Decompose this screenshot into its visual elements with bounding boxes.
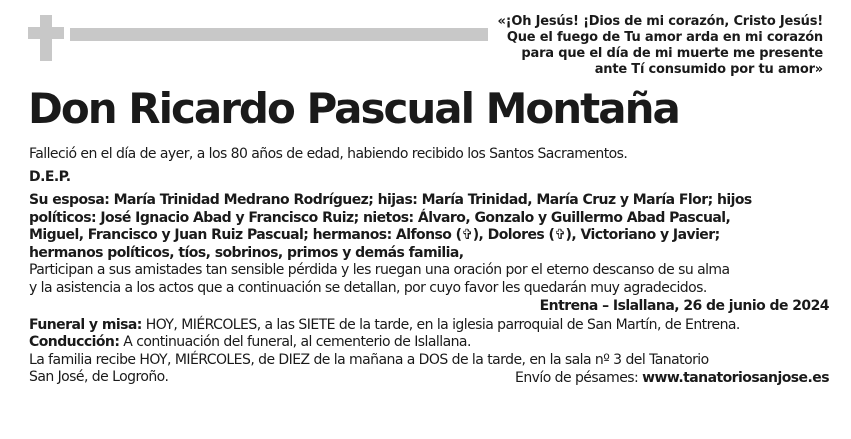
prayer-quote-line: «¡Oh Jesús! ¡Dios de mi corazón, Cristo Jesús! [497, 14, 823, 29]
notice-body [29, 146, 829, 387]
prayer-quote-line: Que el fuego de Tu amor arda en mi corazón [506, 30, 823, 45]
conduccion-label: Conducción: [29, 334, 120, 350]
place-date: Entrena – Islallana, 26 de junio de 2024 [539, 298, 829, 314]
dep-label: D.E.P. [29, 168, 71, 185]
family-list [29, 192, 829, 262]
family-list-line: Su esposa: María Trinidad Medrano Rodríguez; hijas: María Trinidad, María Cruz y María Flor; hijos [29, 192, 752, 208]
invitation-line: y la asistencia a los actos que a continuación se detallan, por cuyo favor les quedarán muy agradecidos. [29, 279, 707, 296]
funeral-label: Funeral y misa: [29, 316, 142, 333]
decorative-rule [70, 28, 488, 41]
prayer-quote-line: ante Tí consumido por tu amor» [594, 62, 823, 77]
invitation-line: Participan a sus amistades tan sensible pérdida y les ruegan una oración por el eterno descanso de su alma [29, 262, 730, 278]
condolences-label: Envío de pésames: [515, 369, 643, 386]
invitation-text [29, 262, 829, 297]
funeral-line [29, 317, 829, 335]
family-list-line: Miguel, Francisco y Juan Ruiz Pascual; hermanos: Alfonso (✞), Dolores (✞), Victoriano y Javier; [29, 227, 720, 243]
prayer-quote-line: para que el día de mi muerte me presente [521, 46, 823, 61]
funeral-text: HOY, MIÉRCOLES, a las SIETE de la tarde, en la iglesia parroquial de San Martín, de Entrena. [141, 316, 740, 333]
visitation-line: San José, de Logroño. [29, 369, 169, 385]
conduccion-text: A continuación del funeral, al cementerio de Islallana. [119, 334, 471, 350]
deceased-name: Don Ricardo Pascual Montaña [28, 84, 679, 133]
conduccion-line [29, 334, 829, 352]
family-list-line: políticos: José Ignacio Abad y Francisco Ruiz; nietos: Álvaro, Gonzalo y Guillermo Abad Pascual, [29, 209, 731, 226]
death-statement: Falleció en el día de ayer, a los 80 años de edad, habiendo recibido los Santos Sacramentos. [29, 146, 628, 162]
condolences-url[interactable]: www.tanatoriosanjose.es [642, 369, 829, 386]
prayer-quote [483, 14, 823, 78]
latin-cross-icon [28, 15, 64, 61]
visitation-line: La familia recibe HOY, MIÉRCOLES, de DIEZ de la mañana a DOS de la tarde, en la sala nº 3 del Tanatorio [29, 351, 709, 368]
family-list-line: hermanos políticos, tíos, sobrinos, primos y demás familia, [29, 244, 464, 261]
